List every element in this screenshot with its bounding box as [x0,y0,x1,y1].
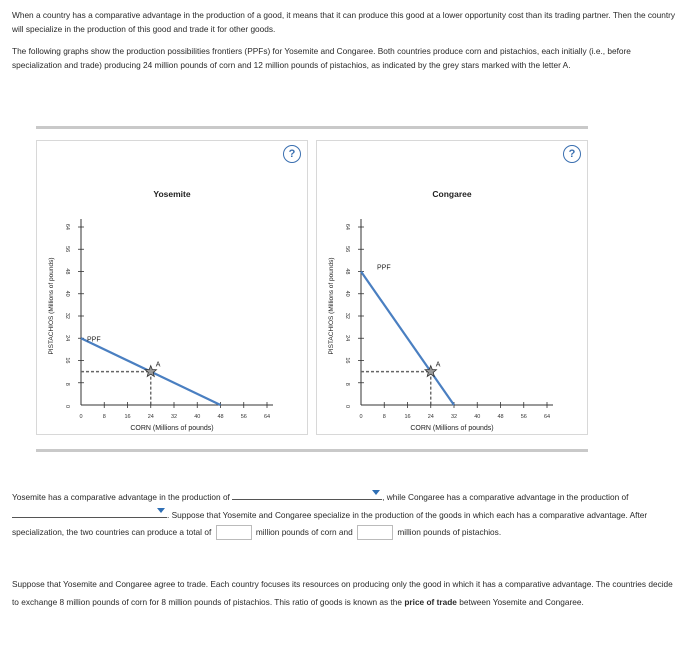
x-tick-label: 48 [217,414,224,420]
congaree-panel [316,140,588,435]
x-tick-label: 64 [543,414,551,420]
x-tick-label: 48 [497,414,504,420]
y-tick-label: 0 [344,404,350,408]
x-axis-label: CORN (Millions of pounds) [130,425,214,432]
yosemite-advantage-dropdown[interactable] [232,490,382,500]
y-tick-label: 56 [64,246,70,253]
question-text-5: million pounds of pistachios. [397,527,502,537]
question-text-3: . Suppose that Yosemite and Congaree specialize in the production of the goods in which each has a comparative advantage. After specialization, the two countries can produce a total of [12,509,648,537]
corn-total-input[interactable] [216,525,252,540]
y-tick-label: 16 [64,357,70,364]
x-tick-label: 16 [404,414,411,420]
y-tick-label: 48 [64,268,70,275]
ppf-label: PPF [377,264,391,272]
x-tick-label: 24 [427,414,434,420]
trade-text-block [12,576,677,611]
trade-term: price of trade [404,596,457,607]
y-tick-label: 40 [64,290,70,297]
x-tick-label: 40 [194,414,201,420]
ppf-label: PPF [87,336,101,344]
y-tick-label: 64 [344,223,350,230]
bottom-divider [36,449,588,452]
x-tick-label: 24 [147,414,154,420]
x-tick-label: 8 [382,414,386,420]
x-axis-label: CORN (Millions of pounds) [410,425,494,432]
x-tick-label: 32 [170,414,178,420]
x-tick-label: 16 [124,414,131,420]
question-text-1: Yosemite has a comparative advantage in the production of [12,492,230,502]
y-tick-label: 0 [64,404,70,408]
chevron-down-icon [157,508,165,513]
x-tick-label: 64 [263,414,271,420]
x-tick-label: 8 [102,414,106,420]
x-tick-label: 0 [79,414,83,420]
point-a-label: A [435,361,441,369]
help-icon[interactable]: ? [563,145,581,163]
point-a-star-icon [145,366,156,377]
chart-title: Yosemite [153,189,191,199]
chart-title: Congaree [432,189,472,199]
x-tick-label: 56 [240,414,247,420]
ppf-line [361,272,454,406]
question-text-4: million pounds of corn and [255,527,353,537]
x-tick-label: 56 [520,414,527,420]
intro-paragraph-1: When a country has a comparative advantage in the production of a good, it means that it can produce this good at a lower opportunity cost than its trading partner. Then the country will specialize in the production of this good and trade it for other goods. [12,10,676,34]
top-divider [36,126,588,129]
chevron-down-icon [372,490,380,495]
trade-text-1: Suppose that Yosemite and Congaree agree to trade. Each country focuses its resources on producing only the good in which it has a comparative advantage. The countries decide to exchange 8 million pounds of corn for 8 million pounds of pistachios. This ratio of goods is known as the [12,579,673,607]
point-a-label: A [155,361,161,369]
y-tick-label: 32 [64,312,70,319]
congaree-advantage-dropdown[interactable] [12,508,167,518]
help-icon[interactable]: ? [283,145,301,163]
question-block [12,489,677,542]
y-tick-label: 64 [64,223,70,230]
y-tick-label: 48 [344,268,350,275]
x-tick-label: 0 [359,414,363,420]
yosemite-panel [36,140,308,435]
x-tick-label: 40 [474,414,481,420]
yosemite-chart [37,141,307,434]
y-tick-label: 24 [64,335,70,342]
y-axis-label: PISTACHIOS (Millions of pounds) [48,257,55,355]
y-tick-label: 32 [344,312,350,319]
y-tick-label: 8 [344,382,350,386]
y-tick-label: 24 [344,335,350,342]
pistachios-total-input[interactable] [357,525,393,540]
x-tick-label: 32 [450,414,458,420]
y-tick-label: 56 [344,246,350,253]
intro-paragraph-2: The following graphs show the production possibilities frontiers (PPFs) for Yosemite and Congaree. Both countries produce corn and pistachios, each initially (i.e., before specialization and trade) producing 24 million pounds of corn and 12 million pounds of pistachios, as indicated by the grey stars marked with the letter A. [12,46,631,70]
question-text-2: , while Congaree has a comparative advantage in the production of [382,492,629,502]
y-tick-label: 16 [344,357,350,364]
intro-text [12,8,682,80]
y-tick-label: 40 [344,290,350,297]
congaree-chart [317,141,587,434]
y-tick-label: 8 [64,382,70,386]
y-axis-label: PISTACHIOS (Millions of pounds) [328,257,335,355]
trade-text-2: between Yosemite and Congaree. [459,596,584,607]
